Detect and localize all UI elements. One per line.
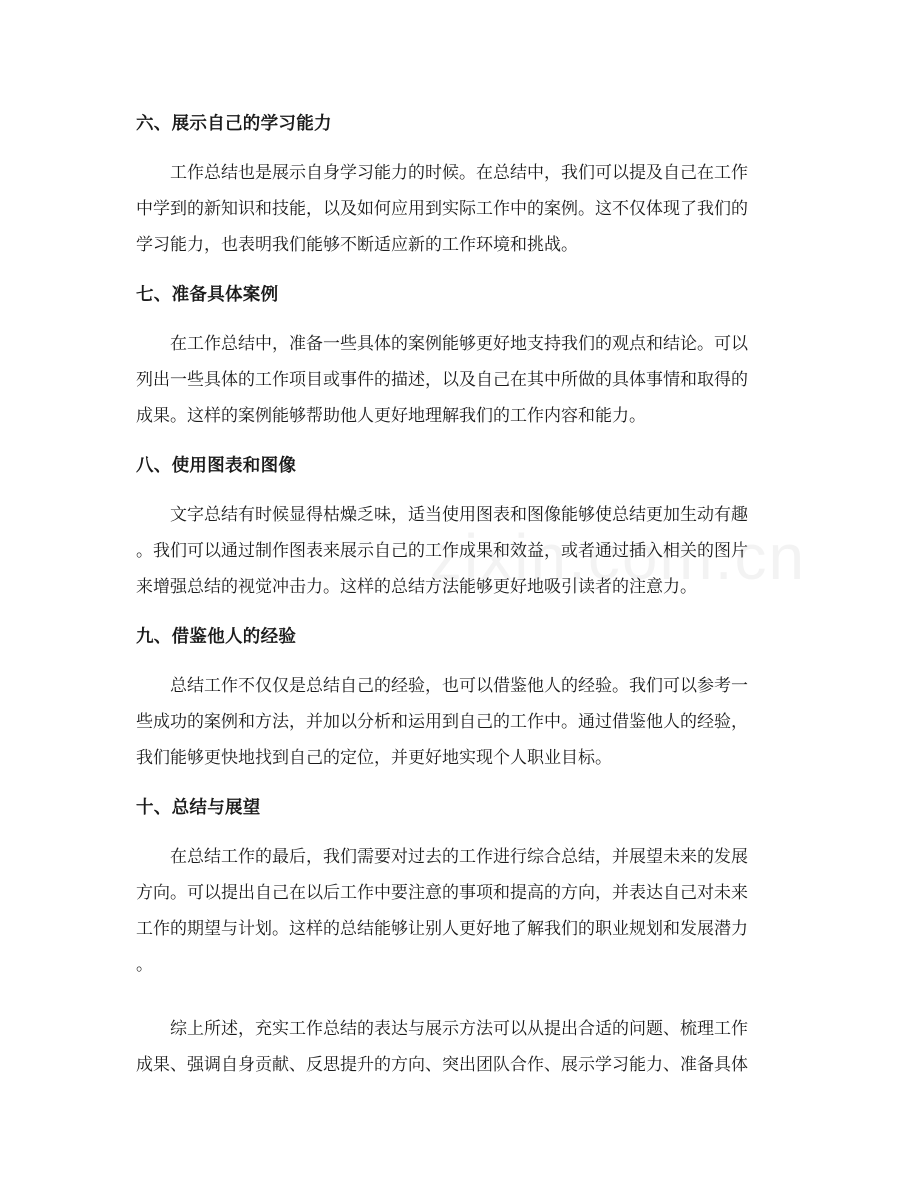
paragraph-line: 些成功的案例和方法，并加以分析和运用到自己的工作中。通过借鉴他人的经验， (136, 712, 748, 732)
paragraph-line: 在总结工作的最后，我们需要对过去的工作进行综合总结，并展望未来的发展 (170, 847, 748, 867)
paragraph-line: 学习能力，也表明我们能够不断适应新的工作环境和挑战。 (136, 235, 578, 255)
paragraph-line: 来增强总结的视觉冲击力。这样的总结方法能够更好地吸引读者的注意力。 (136, 577, 697, 597)
paragraph-line: 工作总结也是展示自身学习能力的时候。在总结中，我们可以提及自己在工作 (170, 163, 748, 183)
paragraph-line: 列出一些具体的工作项目或事件的描述，以及自己在其中所做的具体事情和取得的 (136, 370, 748, 390)
section-heading-6: 六、展示自己的学习能力 (136, 114, 332, 134)
section-heading-10: 十、总结与展望 (136, 798, 261, 818)
paragraph-line: 在工作总结中，准备一些具体的案例能够更好地支持我们的观点和结论。可以 (170, 334, 748, 354)
paragraph-line: 中学到的新知识和技能，以及如何应用到实际工作中的案例。这不仅体现了我们的 (136, 199, 748, 219)
section-heading-9: 九、借鉴他人的经验 (136, 627, 297, 647)
section-heading-8: 八、使用图表和图像 (136, 456, 297, 476)
paragraph-line: 我们能够更快地找到自己的定位，并更好地实现个人职业目标。 (136, 748, 612, 768)
paragraph-line: 。我们可以通过制作图表来展示自己的工作成果和效益，或者通过插入相关的图片 (136, 541, 748, 561)
conclusion-line: 综上所述，充实工作总结的表达与展示方法可以从提出合适的问题、梳理工作 (170, 1019, 748, 1039)
section-heading-7: 七、准备具体案例 (136, 285, 279, 305)
paragraph-line: 成果。这样的案例能够帮助他人更好地理解我们的工作内容和能力。 (136, 406, 646, 426)
paragraph-line: 。 (136, 955, 153, 975)
paragraph-line: 文字总结有时候显得枯燥乏味，适当使用图表和图像能够使总结更加生动有趣 (170, 505, 748, 525)
paragraph-line: 方向。可以提出自己在以后工作中要注意的事项和提高的方向，并表达自己对未来 (136, 883, 748, 903)
paragraph-line: 总结工作不仅仅是总结自己的经验，也可以借鉴他人的经验。我们可以参考一 (170, 676, 748, 696)
conclusion-line: 成果、强调自身贡献、反思提升的方向、突出团队合作、展示学习能力、准备具体 (136, 1055, 748, 1075)
paragraph-line: 工作的期望与计划。这样的总结能够让别人更好地了解我们的职业规划和发展潜力 (136, 919, 748, 939)
